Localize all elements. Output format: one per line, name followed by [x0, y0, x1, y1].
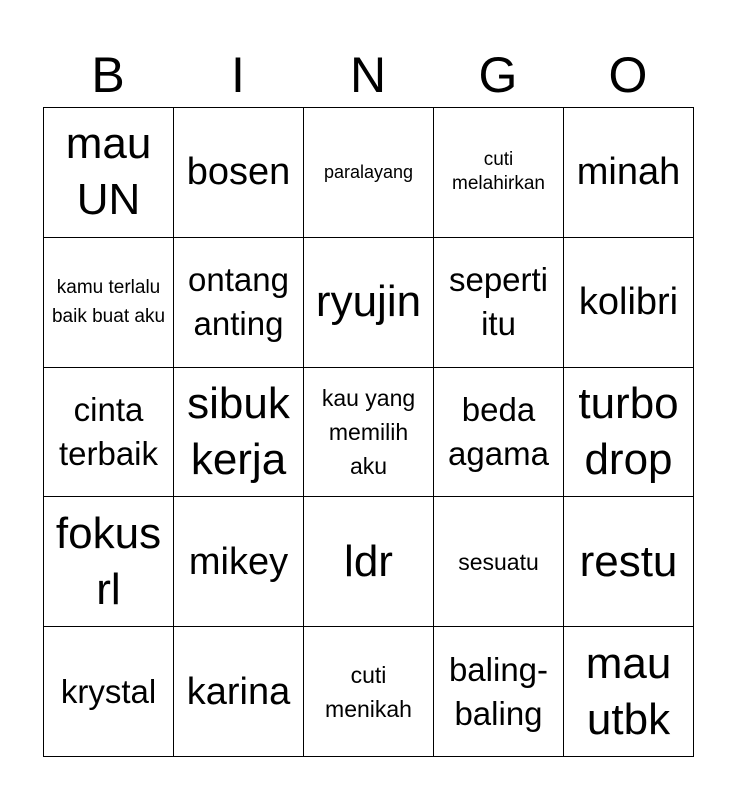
- cell-text: kamu terlalu baik buat aku: [51, 277, 166, 328]
- cell-text: cuti melahirkan: [452, 149, 545, 195]
- bingo-cell[interactable]: [44, 108, 174, 238]
- header-letter-g: G: [478, 47, 518, 103]
- bingo-cell[interactable]: [174, 368, 304, 498]
- cell-text: ryujin: [315, 277, 422, 327]
- bingo-cell[interactable]: [564, 627, 694, 757]
- cell-text: mau utbk: [585, 638, 672, 744]
- bingo-cell[interactable]: [434, 627, 564, 757]
- cell-text: paralayang: [323, 162, 414, 183]
- cell-text: fokus rl: [55, 508, 162, 614]
- cell-text: karina: [186, 670, 291, 713]
- cell-text: sibuk kerja: [187, 378, 290, 484]
- bingo-cell[interactable]: [564, 108, 694, 238]
- header-letter-n: N: [349, 47, 387, 103]
- bingo-cell[interactable]: [44, 238, 174, 368]
- cell-text: minah: [576, 151, 681, 194]
- bingo-cell[interactable]: [304, 368, 434, 498]
- bingo-cell[interactable]: [434, 238, 564, 368]
- bingo-cell[interactable]: [174, 108, 304, 238]
- cell-text: mikey: [188, 540, 289, 583]
- header-letter-i: I: [231, 47, 245, 103]
- bingo-header: [43, 44, 693, 106]
- bingo-cell[interactable]: [44, 627, 174, 757]
- cell-text: seperti itu: [448, 261, 549, 343]
- bingo-cell[interactable]: [174, 497, 304, 627]
- cell-text: kolibri: [578, 281, 679, 324]
- bingo-cell[interactable]: [434, 368, 564, 498]
- cell-text: ldr: [344, 536, 393, 586]
- bingo-grid: [43, 107, 694, 757]
- bingo-cell[interactable]: [44, 368, 174, 498]
- cell-text: restu: [579, 536, 678, 586]
- cell-text: cinta terbaik: [58, 390, 159, 472]
- bingo-cell[interactable]: [304, 627, 434, 757]
- bingo-cell[interactable]: [174, 627, 304, 757]
- cell-text: bosen: [186, 151, 291, 194]
- bingo-cell[interactable]: [564, 238, 694, 368]
- cell-text: beda agama: [448, 390, 549, 472]
- cell-text: ontang anting: [188, 261, 289, 343]
- bingo-cell[interactable]: [44, 497, 174, 627]
- cell-text: krystal: [60, 672, 157, 710]
- cell-text: mau UN: [65, 119, 152, 225]
- bingo-cell[interactable]: [304, 497, 434, 627]
- bingo-cell[interactable]: [564, 368, 694, 498]
- cell-text: cuti menikah: [325, 661, 412, 722]
- header-letter-b: B: [91, 47, 125, 103]
- cell-text: sesuatu: [458, 548, 539, 575]
- bingo-cell[interactable]: [434, 108, 564, 238]
- cell-text: turbo drop: [578, 378, 679, 484]
- cell-text: kau yang memilih aku: [321, 384, 416, 479]
- bingo-cell[interactable]: [434, 497, 564, 627]
- bingo-cell[interactable]: [564, 497, 694, 627]
- cell-text: baling-baling: [448, 650, 549, 732]
- bingo-cell[interactable]: [174, 238, 304, 368]
- header-letter-o: O: [608, 47, 648, 103]
- bingo-cell[interactable]: [304, 108, 434, 238]
- bingo-cell[interactable]: [304, 238, 434, 368]
